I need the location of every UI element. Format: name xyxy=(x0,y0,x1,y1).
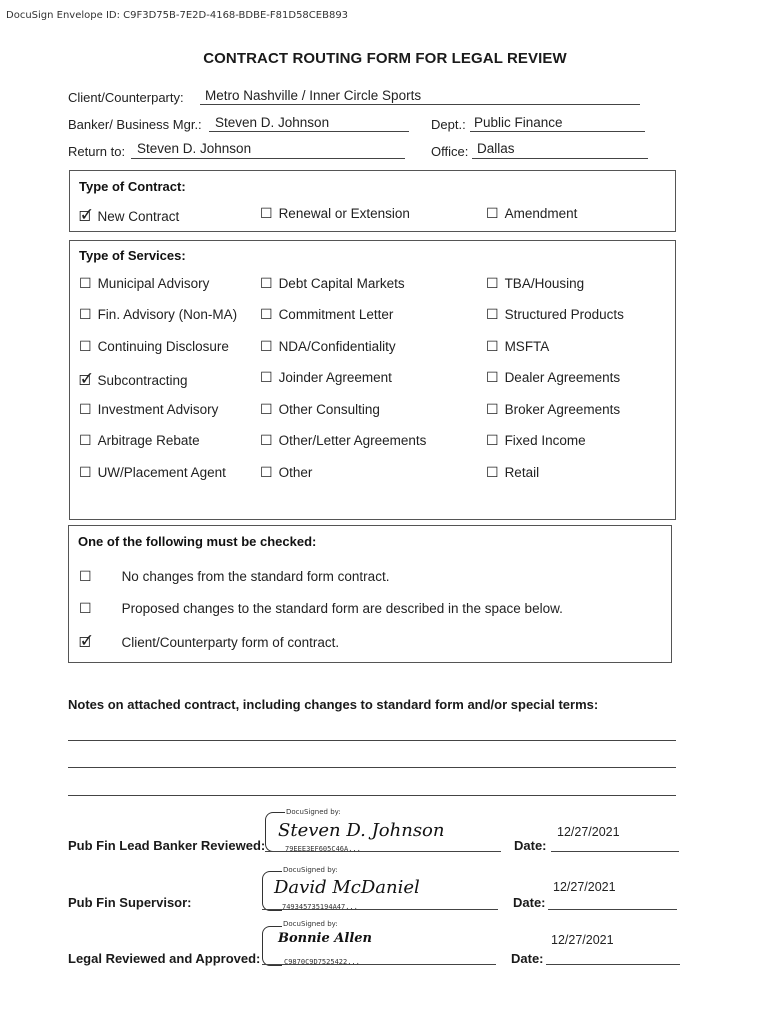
supervisor-date[interactable]: 12/27/2021 xyxy=(553,880,616,894)
checkbox-icon: ☐ xyxy=(486,206,499,222)
option-label: MSFTA xyxy=(504,339,550,354)
option-label: NDA/Confidentiality xyxy=(278,339,396,354)
checkbox-municipal-advisory[interactable] xyxy=(79,276,209,292)
checkbox-icon: ☐ xyxy=(79,402,92,418)
checkbox-icon: ☐ xyxy=(79,276,92,292)
checkbox-icon: ☐ xyxy=(260,339,273,355)
date-line xyxy=(551,851,679,852)
checkbox-client-form[interactable] xyxy=(79,632,339,656)
date-label: Date: xyxy=(511,951,544,966)
checkbox-fin-advisory-non-ma[interactable] xyxy=(79,307,237,323)
checkbox-msfta[interactable] xyxy=(486,339,549,355)
option-label: Fixed Income xyxy=(504,433,586,448)
option-label: Joinder Agreement xyxy=(278,370,392,385)
return-underline xyxy=(131,158,405,159)
option-label: Other/Letter Agreements xyxy=(278,433,427,448)
must-check-heading: One of the following must be checked: xyxy=(78,534,317,549)
date-label: Date: xyxy=(514,838,547,853)
checkbox-icon: ☐ xyxy=(79,569,92,585)
banker-field[interactable]: Steven D. Johnson xyxy=(215,115,330,130)
checkbox-debt-capital-markets[interactable] xyxy=(260,276,405,292)
option-label: UW/Placement Agent xyxy=(97,465,226,480)
notes-label: Notes on attached contract, including changes to standard form and/or special terms: xyxy=(68,697,599,712)
option-label: Arbitrage Rebate xyxy=(97,433,200,448)
signature-hash: C9870C9D7525422... xyxy=(284,958,360,966)
signature-hash: 79EEE3EF605C46A... xyxy=(285,845,361,853)
option-label: Subcontracting xyxy=(97,373,188,388)
checkbox-icon: ☐ xyxy=(79,433,92,449)
option-label: Dealer Agreements xyxy=(504,370,621,385)
checkbox-retail[interactable] xyxy=(486,465,539,481)
option-label: Other xyxy=(278,465,313,480)
option-label: Continuing Disclosure xyxy=(97,339,229,354)
checkbox-icon: ☐ xyxy=(260,402,273,418)
client-field[interactable]: Metro Nashville / Inner Circle Sports xyxy=(205,88,422,103)
checkbox-investment-advisory[interactable] xyxy=(79,402,218,418)
contract-type-box xyxy=(69,170,676,232)
checkbox-icon: ☐ xyxy=(260,433,273,449)
dept-field[interactable]: Public Finance xyxy=(474,115,563,130)
form-title: CONTRACT ROUTING FORM FOR LEGAL REVIEW xyxy=(203,50,567,67)
checkbox-icon: ☐ xyxy=(486,307,499,323)
signature-hash: 749345735194A47... xyxy=(282,903,358,911)
client-underline xyxy=(200,104,640,105)
docusigned-by-label: DocuSigned by: xyxy=(283,866,338,874)
date-label: Date: xyxy=(513,895,546,910)
checkbox-icon: ☐ xyxy=(486,276,499,292)
checkbox-arbitrage-rebate[interactable] xyxy=(79,433,200,449)
option-label: Amendment xyxy=(504,206,578,221)
option-label: Debt Capital Markets xyxy=(278,276,405,291)
checkbox-subcontracting[interactable] xyxy=(79,370,188,394)
legal-label: Legal Reviewed and Approved: xyxy=(68,951,261,966)
checkbox-icon: ☐ xyxy=(260,206,273,222)
checkbox-icon: ☐ xyxy=(260,307,273,323)
office-label: Office: xyxy=(431,144,469,159)
return-field[interactable]: Steven D. Johnson xyxy=(137,141,252,156)
checkbox-proposed-changes[interactable] xyxy=(79,601,563,617)
option-label: Fin. Advisory (Non-MA) xyxy=(97,307,238,322)
checkbox-continuing-disclosure[interactable] xyxy=(79,339,229,355)
option-label: TBA/Housing xyxy=(504,276,585,291)
option-label: Other Consulting xyxy=(278,402,380,417)
must-check-box xyxy=(68,525,672,663)
services-heading: Type of Services: xyxy=(79,248,186,263)
checkbox-no-changes[interactable] xyxy=(79,569,389,585)
checkbox-icon: ☐ xyxy=(486,339,499,355)
checkbox-new-contract[interactable] xyxy=(79,206,179,230)
option-label: Commitment Letter xyxy=(278,307,394,322)
checkbox-icon: ☐ xyxy=(260,276,273,292)
checkbox-other-consulting[interactable] xyxy=(260,402,380,418)
checkbox-other[interactable] xyxy=(260,465,312,481)
banker-label: Banker/ Business Mgr.: xyxy=(68,117,202,132)
office-underline xyxy=(472,158,648,159)
docusigned-by-label: DocuSigned by: xyxy=(286,808,341,816)
banker-underline xyxy=(209,131,409,132)
notes-line-3[interactable] xyxy=(68,795,676,796)
contract-type-heading: Type of Contract: xyxy=(79,179,186,194)
option-label: Retail xyxy=(504,465,540,480)
supervisor-label: Pub Fin Supervisor: xyxy=(68,895,192,910)
dept-underline xyxy=(470,131,645,132)
dept-label: Dept.: xyxy=(431,117,466,132)
notes-line-1[interactable] xyxy=(68,740,676,741)
checkbox-icon: ☐ xyxy=(79,601,92,617)
checkbox-icon: 🗹 xyxy=(79,373,92,389)
option-label: Investment Advisory xyxy=(97,402,219,417)
lead-banker-label: Pub Fin Lead Banker Reviewed: xyxy=(68,838,266,853)
checkbox-uw-placement-agent[interactable] xyxy=(79,465,226,481)
legal-signature[interactable]: Bonnie Allen xyxy=(278,931,372,946)
checkbox-amendment[interactable] xyxy=(486,206,577,222)
client-label: Client/Counterparty: xyxy=(68,90,184,105)
lead-banker-signature[interactable]: Steven D. Johnson xyxy=(278,820,445,841)
checkbox-icon: ☐ xyxy=(486,465,499,481)
checkbox-icon: ☐ xyxy=(486,402,499,418)
checkbox-icon: ☐ xyxy=(260,465,273,481)
notes-line-2[interactable] xyxy=(68,767,676,768)
checkbox-icon: ☐ xyxy=(486,370,499,386)
docusign-envelope-id: DocuSign Envelope ID: C9F3D75B-7E2D-4168-BDBE-F81D58CEB893 xyxy=(6,10,349,21)
checkbox-icon: ☐ xyxy=(486,433,499,449)
option-label: Renewal or Extension xyxy=(278,206,410,221)
legal-date[interactable]: 12/27/2021 xyxy=(551,933,614,947)
option-label: Structured Products xyxy=(504,307,624,322)
office-field[interactable]: Dallas xyxy=(477,141,515,156)
option-label: Municipal Advisory xyxy=(97,276,210,291)
option-label: New Contract xyxy=(97,209,180,224)
checkbox-icon: 🗹 xyxy=(79,209,92,225)
checkbox-renewal[interactable] xyxy=(260,206,410,222)
docusigned-by-label: DocuSigned by: xyxy=(283,920,338,928)
option-label: Client/Counterparty form of contract. xyxy=(121,635,340,650)
lead-banker-date[interactable]: 12/27/2021 xyxy=(557,825,620,839)
checkbox-icon: ☐ xyxy=(79,307,92,323)
supervisor-signature[interactable]: David McDaniel xyxy=(274,877,420,898)
checkbox-joinder-agreement[interactable] xyxy=(260,370,392,386)
return-label: Return to: xyxy=(68,144,126,159)
checkbox-structured-products[interactable] xyxy=(486,307,624,323)
checkbox-other-letter-agreements[interactable] xyxy=(260,433,426,449)
date-line xyxy=(546,964,680,965)
option-label: No changes from the standard form contract. xyxy=(121,569,390,584)
checkbox-nda-confidentiality[interactable] xyxy=(260,339,396,355)
checkbox-fixed-income[interactable] xyxy=(486,433,586,449)
checkbox-icon: ☐ xyxy=(79,465,92,481)
checkbox-broker-agreements[interactable] xyxy=(486,402,620,418)
checkbox-icon: ☐ xyxy=(79,339,92,355)
checkbox-dealer-agreements[interactable] xyxy=(486,370,620,386)
option-label: Broker Agreements xyxy=(504,402,621,417)
checkbox-tba-housing[interactable] xyxy=(486,276,584,292)
services-box xyxy=(69,240,676,520)
option-label: Proposed changes to the standard form are described in the space below. xyxy=(121,601,563,616)
checkbox-commitment-letter[interactable] xyxy=(260,307,393,323)
date-line xyxy=(548,909,677,910)
checkbox-icon: ☐ xyxy=(260,370,273,386)
checkbox-icon: 🗹 xyxy=(79,635,92,651)
